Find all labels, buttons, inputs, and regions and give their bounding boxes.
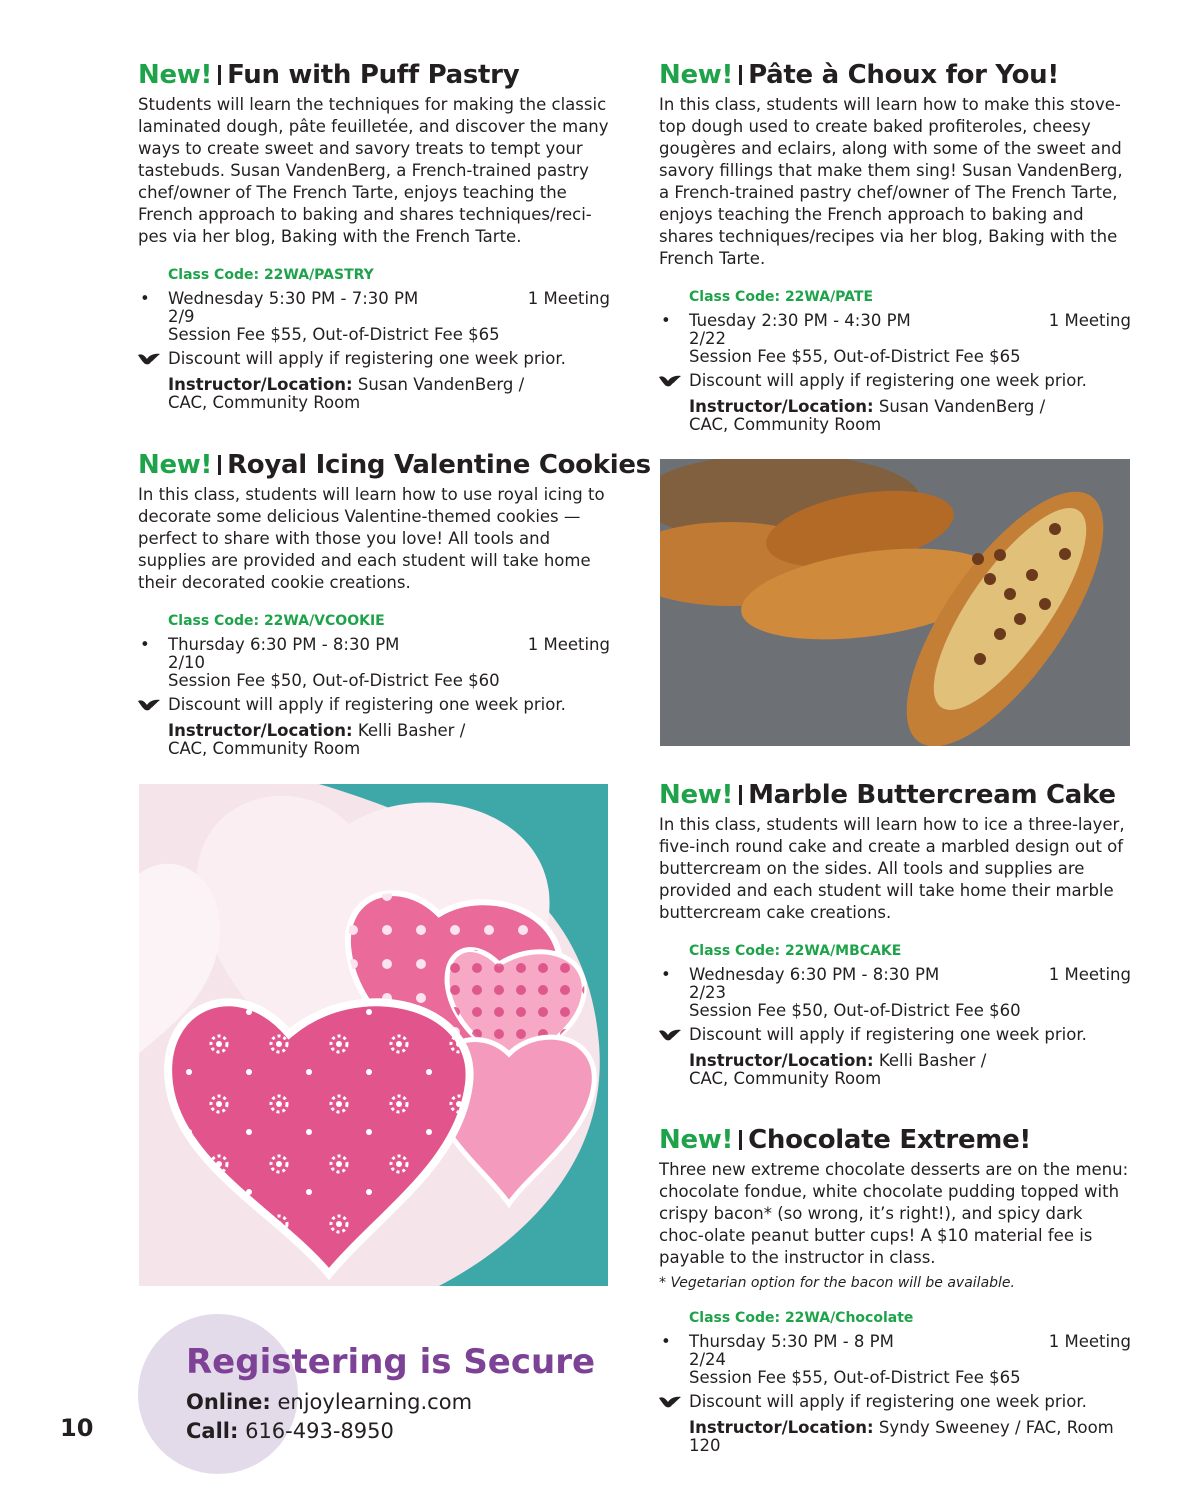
class-code: Class Code: 22WA/PASTRY <box>168 267 374 283</box>
bullet-icon: • <box>661 1332 671 1351</box>
cookies-photo <box>139 784 608 1286</box>
course-description: In this class, students will learn how to ice a three-layer, five-inch round cake and create a marbled design out of buttercream on the sides. All tools and supplies are provided and each student will take home their marble buttercream cake creations. <box>659 815 1125 922</box>
course-note: * Vegetarian option for the bacon will be available. <box>659 1275 1015 1291</box>
instructor-label: Instructor/Location: <box>168 375 353 394</box>
bird-icon <box>137 697 161 713</box>
course-title: New! Pâte à Choux for You! <box>659 60 1059 90</box>
course-title: New! Chocolate Extreme! <box>659 1125 1031 1155</box>
schedule: Wednesday 6:30 PM - 8:30 PM <box>689 965 940 984</box>
bullet-icon: • <box>661 965 671 984</box>
course-title: New! Fun with Puff Pastry <box>138 60 520 90</box>
instructor-label: Instructor/Location: <box>689 1051 874 1070</box>
class-code: Class Code: 22WA/PATE <box>689 289 874 305</box>
register-heading: Registering is Secure <box>186 1342 596 1382</box>
meeting-count: 1 Meeting <box>527 635 610 654</box>
instructor-label: Instructor/Location: <box>689 397 874 416</box>
discount-text: Discount will apply if registering one week prior. <box>689 371 1087 390</box>
fee: Session Fee $50, Out-of-District Fee $60 <box>168 671 500 690</box>
instructor-label: Instructor/Location: <box>689 1418 874 1437</box>
fee: Session Fee $55, Out-of-District Fee $65 <box>689 347 1021 366</box>
meeting-count: 1 Meeting <box>1048 965 1131 984</box>
call-line <box>186 1419 394 1443</box>
date: 2/10 <box>168 653 206 672</box>
fee: Session Fee $55, Out-of-District Fee $65 <box>689 1368 1021 1387</box>
class-code: Class Code: 22WA/MBCAKE <box>689 943 902 959</box>
schedule: Tuesday 2:30 PM - 4:30 PM <box>689 311 911 330</box>
bird-icon <box>658 1394 682 1410</box>
phone-number[interactable]: 616-493-8950 <box>245 1419 394 1443</box>
location: CAC, Community Room <box>689 415 882 434</box>
instructor: Kelli Basher / <box>357 721 466 740</box>
location: CAC, Community Room <box>689 1069 882 1088</box>
schedule: Wednesday 5:30 PM - 7:30 PM <box>168 289 419 308</box>
page-number: 10 <box>60 1414 94 1442</box>
location: CAC, Community Room <box>168 393 361 412</box>
meeting-count: 1 Meeting <box>527 289 610 308</box>
instructor: Susan VandenBerg / <box>878 397 1046 416</box>
schedule: Thursday 5:30 PM - 8 PM <box>689 1332 894 1351</box>
instructor: Syndy Sweeney / FAC, Room 120 <box>689 1418 1114 1455</box>
fee: Session Fee $55, Out-of-District Fee $65 <box>168 325 500 344</box>
location: CAC, Community Room <box>168 739 361 758</box>
course-chocolate-extreme <box>659 1125 1131 1455</box>
discount-text: Discount will apply if registering one week prior. <box>168 349 566 368</box>
discount-text: Discount will apply if registering one week prior. <box>168 695 566 714</box>
date: 2/9 <box>168 307 195 326</box>
date: 2/22 <box>689 329 727 348</box>
course-description: In this class, students will learn how to use royal icing to decorate some delicious Valentine-themed cookies —perfect to share with those you love! All tools and supplies are provided and each student will take home their decorated cookie creations. <box>138 485 605 592</box>
online-line <box>186 1390 472 1414</box>
date: 2/23 <box>689 983 727 1002</box>
course-pate-a-choux <box>659 60 1131 434</box>
call-label: Call: <box>186 1419 239 1443</box>
instructor: Susan VandenBerg / <box>357 375 525 394</box>
fee: Session Fee $50, Out-of-District Fee $60 <box>689 1001 1021 1020</box>
instructor-label: Instructor/Location: <box>168 721 353 740</box>
bullet-icon: • <box>661 311 671 330</box>
course-puff-pastry <box>138 60 610 412</box>
bird-icon <box>658 373 682 389</box>
eclair-photo <box>660 459 1130 746</box>
class-code: Class Code: 22WA/VCOOKIE <box>168 613 385 629</box>
course-description: Students will learn the techniques for making the classic laminated dough, pâte feuilletée, and discover the many ways to create sweet and savory treats to tempt your tastebuds. Susan VandenBerg, a French-trained pastry chef/owner of The French Tarte, enjoys teaching the French approach to baking and shares techniques/reci-pes via her blog, Baking with the French Tarte. <box>138 95 609 246</box>
bullet-icon: • <box>140 635 150 654</box>
course-marble-cake <box>659 780 1131 1088</box>
course-description: Three new extreme chocolate desserts are on the menu: chocolate fondue, white chocolate pudding topped with crispy bacon* (so wrong, it’s right!), and spicy dark choc-olate peanut butter cups! A $10 material fee is payable to the instructor in class. <box>659 1160 1129 1267</box>
online-label: Online: <box>186 1390 271 1414</box>
class-code: Class Code: 22WA/Chocolate <box>689 1310 914 1326</box>
bird-icon <box>658 1027 682 1043</box>
bird-icon <box>137 351 161 367</box>
instructor: Kelli Basher / <box>878 1051 987 1070</box>
meeting-count: 1 Meeting <box>1048 311 1131 330</box>
online-link[interactable]: enjoylearning.com <box>277 1390 473 1414</box>
bullet-icon: • <box>140 289 150 308</box>
schedule: Thursday 6:30 PM - 8:30 PM <box>168 635 400 654</box>
date: 2/24 <box>689 1350 727 1369</box>
course-description: In this class, students will learn how to make this stove-top dough used to create baked profiteroles, cheesy gougères and eclairs, along with some of the sweet and savory fillings that make them sing! Susan VandenBerg, a French-trained pastry chef/owner of The French Tarte, enjoys teaching the French approach to baking and shares techniques/recipes via her blog, Baking with the French Tarte. <box>659 95 1123 268</box>
course-title: New! Royal Icing Valentine Cookies <box>138 450 651 480</box>
course-title: New! Marble Buttercream Cake <box>659 780 1116 810</box>
course-valentine-cookies <box>138 450 651 758</box>
discount-text: Discount will apply if registering one week prior. <box>689 1392 1087 1411</box>
meeting-count: 1 Meeting <box>1048 1332 1131 1351</box>
discount-text: Discount will apply if registering one week prior. <box>689 1025 1087 1044</box>
